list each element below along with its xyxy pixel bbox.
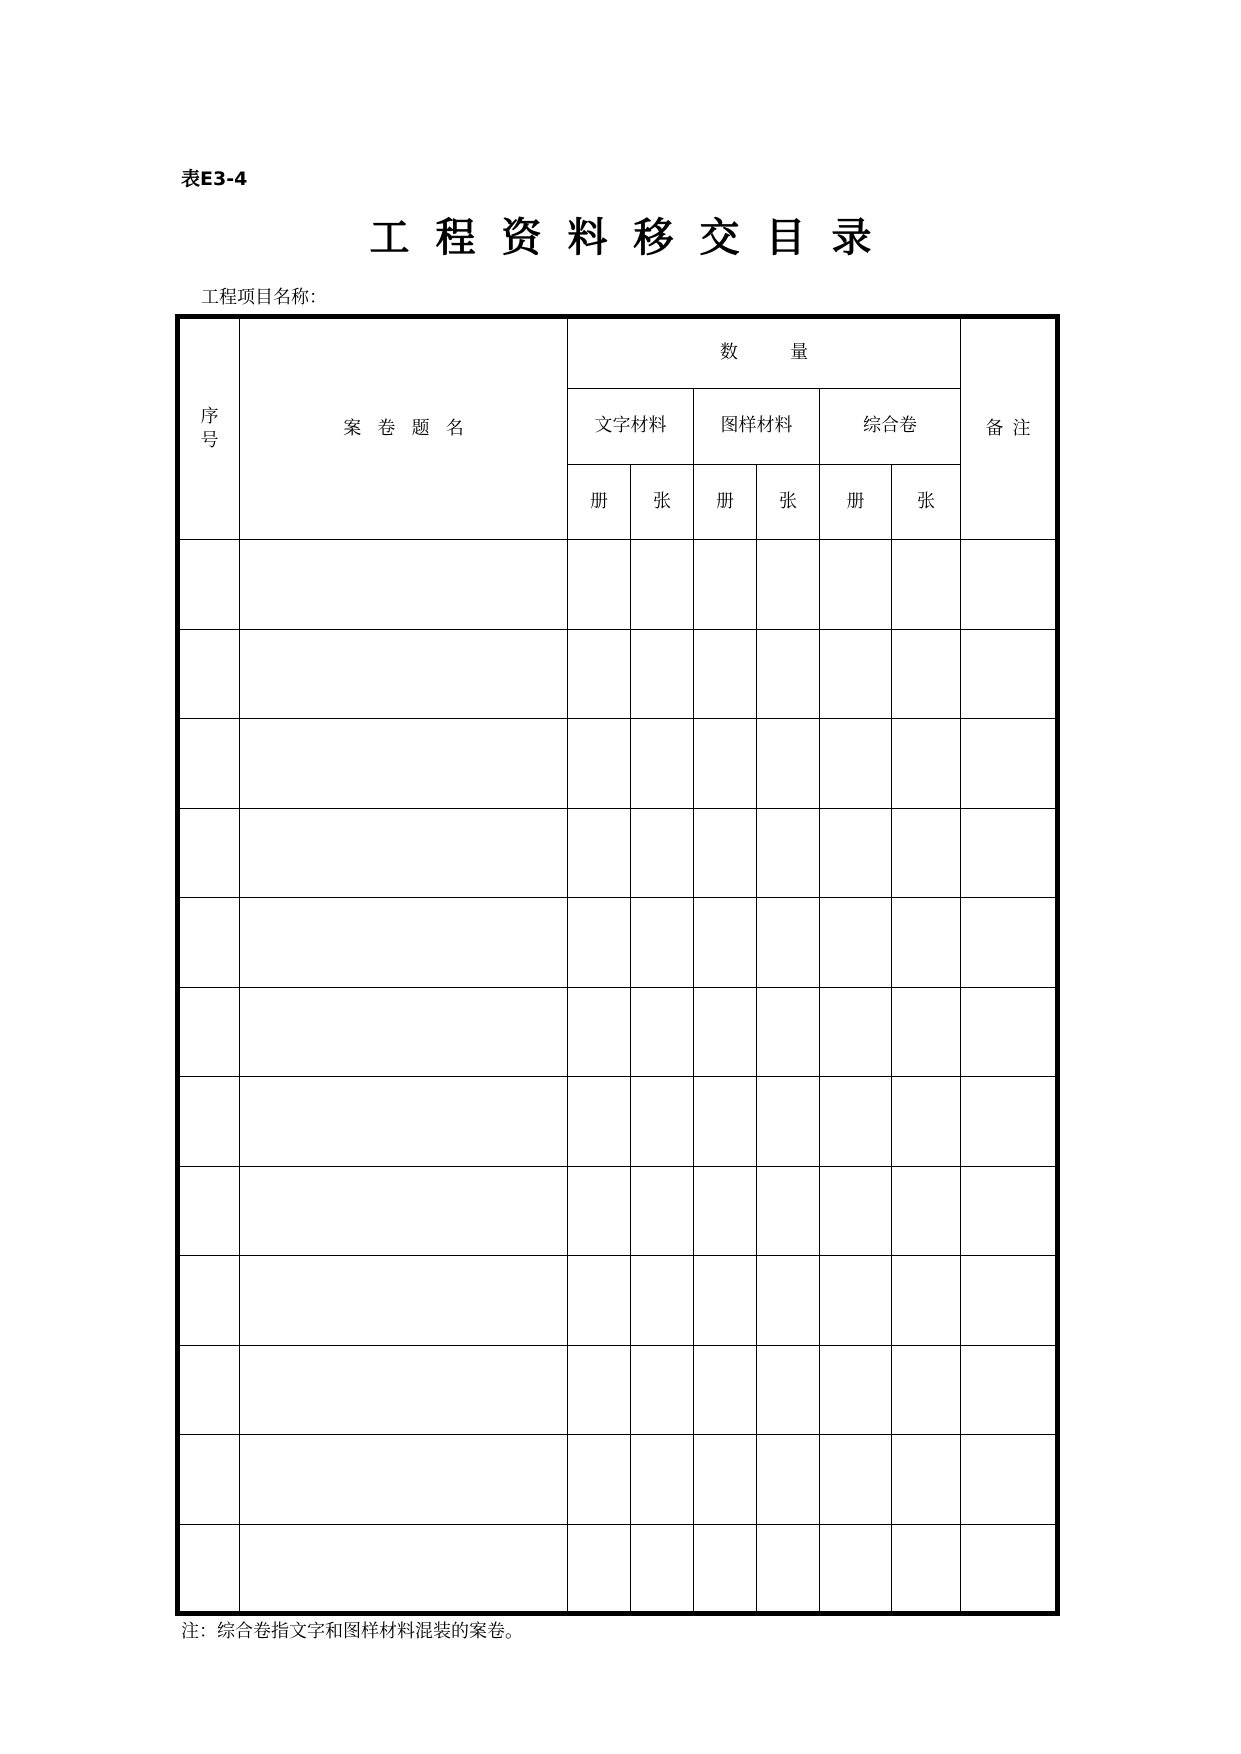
cell-drawing-sheets[interactable]	[757, 987, 820, 1077]
cell-combined-volumes[interactable]	[820, 987, 892, 1077]
cell-remarks[interactable]	[961, 629, 1058, 719]
table-row	[178, 1435, 1058, 1525]
table-header	[178, 317, 1058, 540]
cell-serial[interactable]	[178, 808, 240, 898]
header-text-sheets: 张	[631, 465, 694, 540]
header-drawing-volumes: 册	[694, 465, 757, 540]
cell-file-title[interactable]	[240, 1077, 568, 1167]
cell-text-volumes[interactable]	[568, 1524, 631, 1614]
cell-combined-volumes[interactable]	[820, 808, 892, 898]
cell-serial[interactable]	[178, 719, 240, 809]
cell-drawing-volumes[interactable]	[694, 629, 757, 719]
cell-serial[interactable]	[178, 1256, 240, 1346]
cell-serial[interactable]	[178, 1524, 240, 1614]
cell-combined-sheets[interactable]	[892, 1435, 961, 1525]
cell-text-volumes[interactable]	[568, 629, 631, 719]
cell-text-volumes[interactable]	[568, 1435, 631, 1525]
cell-combined-volumes[interactable]	[820, 1077, 892, 1167]
cell-remarks[interactable]	[961, 540, 1058, 630]
cell-text-volumes[interactable]	[568, 540, 631, 630]
cell-text-sheets[interactable]	[631, 540, 694, 630]
cell-combined-sheets[interactable]	[892, 1077, 961, 1167]
header-text-materials: 文字材料	[568, 389, 694, 465]
cell-text-volumes[interactable]	[568, 1345, 631, 1435]
header-row-quantity	[178, 317, 1058, 389]
cell-combined-sheets[interactable]	[892, 1166, 961, 1256]
cell-drawing-sheets[interactable]	[757, 540, 820, 630]
cell-drawing-volumes[interactable]	[694, 1524, 757, 1614]
cell-combined-volumes[interactable]	[820, 1435, 892, 1525]
cell-drawing-sheets[interactable]	[757, 1077, 820, 1167]
cell-combined-sheets[interactable]	[892, 719, 961, 809]
cell-combined-volumes[interactable]	[820, 1256, 892, 1346]
table-body	[178, 540, 1058, 1614]
cell-combined-volumes[interactable]	[820, 540, 892, 630]
cell-combined-sheets[interactable]	[892, 1256, 961, 1346]
header-remarks: 备注	[961, 317, 1058, 540]
cell-remarks[interactable]	[961, 898, 1058, 988]
table-row	[178, 540, 1058, 630]
cell-drawing-sheets[interactable]	[757, 719, 820, 809]
cell-remarks[interactable]	[961, 808, 1058, 898]
cell-drawing-volumes[interactable]	[694, 719, 757, 809]
cell-text-sheets[interactable]	[631, 808, 694, 898]
cell-combined-volumes[interactable]	[820, 1524, 892, 1614]
cell-serial[interactable]	[178, 1345, 240, 1435]
cell-drawing-volumes[interactable]	[694, 1166, 757, 1256]
cell-serial[interactable]	[178, 898, 240, 988]
cell-text-sheets[interactable]	[631, 1077, 694, 1167]
cell-combined-sheets[interactable]	[892, 898, 961, 988]
cell-combined-sheets[interactable]	[892, 987, 961, 1077]
table-row	[178, 808, 1058, 898]
cell-remarks[interactable]	[961, 1077, 1058, 1167]
cell-remarks[interactable]	[961, 719, 1058, 809]
cell-file-title[interactable]	[240, 1345, 568, 1435]
cell-file-title[interactable]	[240, 1435, 568, 1525]
project-name-label: 工程项目名称：	[201, 287, 327, 308]
cell-drawing-volumes[interactable]	[694, 1077, 757, 1167]
cell-drawing-sheets[interactable]	[757, 808, 820, 898]
cell-drawing-volumes[interactable]	[694, 1435, 757, 1525]
cell-remarks[interactable]	[961, 1435, 1058, 1525]
cell-text-volumes[interactable]	[568, 719, 631, 809]
cell-combined-volumes[interactable]	[820, 1345, 892, 1435]
header-serial-number	[178, 317, 240, 540]
cell-remarks[interactable]	[961, 987, 1058, 1077]
header-combined-volumes: 册	[820, 465, 892, 540]
cell-serial[interactable]	[178, 629, 240, 719]
cell-text-sheets[interactable]	[631, 1345, 694, 1435]
table-row	[178, 629, 1058, 719]
cell-drawing-volumes[interactable]	[694, 540, 757, 630]
table-row	[178, 987, 1058, 1077]
cell-drawing-sheets[interactable]	[757, 1345, 820, 1435]
cell-combined-volumes[interactable]	[820, 898, 892, 988]
table-row	[178, 898, 1058, 988]
cell-text-volumes[interactable]	[568, 1077, 631, 1167]
cell-combined-sheets[interactable]	[892, 629, 961, 719]
cell-serial[interactable]	[178, 1166, 240, 1256]
cell-drawing-sheets[interactable]	[757, 1166, 820, 1256]
cell-drawing-volumes[interactable]	[694, 1256, 757, 1346]
cell-drawing-volumes[interactable]	[694, 1345, 757, 1435]
cell-file-title[interactable]	[240, 719, 568, 809]
cell-drawing-sheets[interactable]	[757, 1435, 820, 1525]
header-combined-sheets: 张	[892, 465, 961, 540]
cell-file-title[interactable]	[240, 1524, 568, 1614]
cell-serial[interactable]	[178, 1435, 240, 1525]
cell-text-sheets[interactable]	[631, 898, 694, 988]
cell-combined-sheets[interactable]	[892, 1524, 961, 1614]
document-title: 工程资料移交目录	[369, 215, 898, 261]
header-serial-line2: 号	[200, 430, 219, 451]
header-quantity: 数量	[568, 317, 961, 389]
cell-text-sheets[interactable]	[631, 1435, 694, 1525]
table-row	[178, 1524, 1058, 1614]
cell-text-volumes[interactable]	[568, 987, 631, 1077]
cell-remarks[interactable]	[961, 1345, 1058, 1435]
transfer-catalog-table	[175, 314, 1060, 1616]
cell-serial[interactable]	[178, 987, 240, 1077]
cell-drawing-sheets[interactable]	[757, 1524, 820, 1614]
header-drawing-materials: 图样材料	[694, 389, 820, 465]
cell-text-sheets[interactable]	[631, 1524, 694, 1614]
cell-text-sheets[interactable]	[631, 1256, 694, 1346]
cell-combined-volumes[interactable]	[820, 629, 892, 719]
cell-text-volumes[interactable]	[568, 1166, 631, 1256]
cell-file-title[interactable]	[240, 629, 568, 719]
cell-text-sheets[interactable]	[631, 987, 694, 1077]
cell-text-volumes[interactable]	[568, 808, 631, 898]
header-serial-line1: 序	[200, 405, 219, 427]
header-combined-volume: 综合卷	[820, 389, 961, 465]
form-code: 表E3-4	[181, 168, 248, 190]
cell-file-title[interactable]	[240, 1166, 568, 1256]
cell-drawing-volumes[interactable]	[694, 987, 757, 1077]
cell-drawing-volumes[interactable]	[694, 808, 757, 898]
cell-serial[interactable]	[178, 1077, 240, 1167]
footnote: 注：综合卷指文字和图样材料混装的案卷。	[181, 1621, 523, 1642]
cell-combined-sheets[interactable]	[892, 808, 961, 898]
cell-text-sheets[interactable]	[631, 629, 694, 719]
cell-file-title[interactable]	[240, 1256, 568, 1346]
header-file-title: 案卷题名	[240, 317, 568, 540]
cell-text-volumes[interactable]	[568, 898, 631, 988]
cell-remarks[interactable]	[961, 1256, 1058, 1346]
cell-text-sheets[interactable]	[631, 1166, 694, 1256]
cell-remarks[interactable]	[961, 1524, 1058, 1614]
cell-file-title[interactable]	[240, 540, 568, 630]
table-row	[178, 1345, 1058, 1435]
cell-drawing-volumes[interactable]	[694, 898, 757, 988]
cell-remarks[interactable]	[961, 1166, 1058, 1256]
cell-file-title[interactable]	[240, 808, 568, 898]
cell-drawing-sheets[interactable]	[757, 629, 820, 719]
cell-file-title[interactable]	[240, 898, 568, 988]
header-drawing-sheets: 张	[757, 465, 820, 540]
cell-text-sheets[interactable]	[631, 719, 694, 809]
table-row	[178, 719, 1058, 809]
cell-drawing-sheets[interactable]	[757, 898, 820, 988]
cell-drawing-sheets[interactable]	[757, 1256, 820, 1346]
cell-combined-volumes[interactable]	[820, 719, 892, 809]
cell-serial[interactable]	[178, 540, 240, 630]
table-row	[178, 1256, 1058, 1346]
cell-combined-sheets[interactable]	[892, 540, 961, 630]
cell-combined-volumes[interactable]	[820, 1166, 892, 1256]
cell-text-volumes[interactable]	[568, 1256, 631, 1346]
cell-file-title[interactable]	[240, 987, 568, 1077]
table-row	[178, 1166, 1058, 1256]
header-text-volumes: 册	[568, 465, 631, 540]
table-row	[178, 1077, 1058, 1167]
cell-combined-sheets[interactable]	[892, 1345, 961, 1435]
